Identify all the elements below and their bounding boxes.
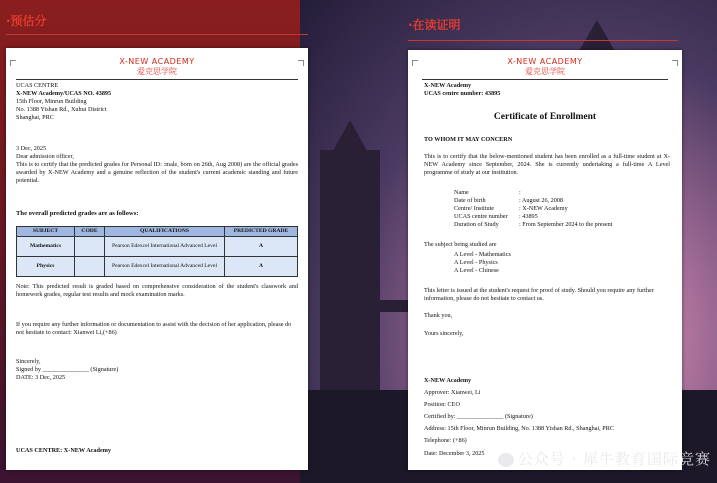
academy-name: X-NEW ACADEMY xyxy=(507,57,583,66)
thanks: Thank you, xyxy=(424,312,453,319)
certify-paragraph: This is to certify that the predicted grades for Personal ID: :male, born on 26th, Aug 2008) are the official grades awarded by X-NEW Academy and a genuine reflection of the student's current academic standing and future potential. xyxy=(16,161,298,185)
address-line-2: No. 1388 Yishan Rd., Xuhui District xyxy=(16,106,107,114)
telephone: Telephone: (+86) xyxy=(424,437,467,445)
list-item: A Level - Mathematics xyxy=(454,251,511,258)
address-line-1: 15th Floor, Minrun Building xyxy=(16,98,87,106)
wechat-icon xyxy=(498,453,514,467)
table-cell: A xyxy=(225,237,298,257)
table-header: SUBJECT xyxy=(17,227,75,237)
field-label: Duration of Study xyxy=(454,221,499,229)
academy-name-cn: 爱克思学院 xyxy=(137,67,177,76)
field-label: Centre/ Institute xyxy=(454,205,495,213)
field-value: : August 26, 2008 xyxy=(519,197,564,205)
centre-line: X-NEW Academy/UCAS NO. 43895 xyxy=(16,90,112,98)
field-value: : xyxy=(519,189,521,196)
certified-by: Certified by: _______________ (Signature) xyxy=(424,413,533,421)
sincerely: Sincerely, xyxy=(16,358,41,365)
address-line-3: Shanghai, PRC xyxy=(16,114,54,122)
right-section-rule xyxy=(408,40,678,41)
table-cell: A xyxy=(225,257,298,277)
subjects-intro: The subject being studied are xyxy=(424,241,497,248)
table-row xyxy=(17,237,298,257)
enrollment-certificate xyxy=(408,50,682,470)
approver: Approver: Xianwei, Li xyxy=(424,389,481,397)
field-value: : 43895 xyxy=(519,213,538,221)
contact-paragraph: If you require any further information or documentation to assist with the decision of her application, please do not hesitate to contact: Xianwei Li,(+86) xyxy=(16,321,292,337)
field-value: : From September 2024 to the present xyxy=(519,221,613,229)
org-line: X-NEW Academy xyxy=(424,82,472,89)
letter-date: 3 Dec, 2025 xyxy=(16,145,47,152)
left-section-rule xyxy=(6,34,308,35)
predicted-grades-letter xyxy=(6,48,308,470)
centre-title: UCAS CENTRE xyxy=(16,82,59,89)
table-cell xyxy=(75,237,105,257)
table-cell: Mathematics xyxy=(17,237,75,257)
request-paragraph: This letter is issued at the student's request for proof of study. Should you require any further information, please do not hesitate to contact us. xyxy=(424,287,654,303)
certificate-title: Certificate of Enrollment xyxy=(493,112,597,122)
table-header: PREDICTED GRADE xyxy=(225,227,298,237)
table-cell: Pearson Edexcel International Advanced Level xyxy=(105,237,225,257)
position: Position: CEO xyxy=(424,401,460,409)
field-label: Date of birth xyxy=(454,197,486,205)
field-value: : X-NEW Academy xyxy=(519,205,568,213)
list-item: A Level - Physics xyxy=(454,259,498,267)
signature-org: X-NEW Academy xyxy=(424,377,472,384)
table-row xyxy=(17,257,298,277)
subjects-list xyxy=(454,251,511,275)
yours-sincerely: Yours sincerely, xyxy=(424,330,464,337)
table-cell: Physics xyxy=(17,257,75,277)
list-item: A Level - Chinese xyxy=(454,267,499,275)
date-line: DATE: 3 Dec, 2025 xyxy=(16,374,66,382)
watermark-text: 公众号 · 犀牛教育国际竞赛 xyxy=(517,450,711,468)
salutation: Dear admission officer, xyxy=(16,153,74,161)
table-cell xyxy=(75,257,105,277)
table-cell: Pearson Edexcel International Advanced Level xyxy=(105,257,225,277)
left-section-title: ·预估分 xyxy=(6,14,47,28)
table-header: CODE xyxy=(75,227,105,237)
academy-name-cn: 爱克思学院 xyxy=(525,67,565,76)
academy-name: X-NEW ACADEMY xyxy=(119,57,195,66)
to-whom: TO WHOM IT MAY CONCERN xyxy=(424,136,513,143)
footer-centre: UCAS CENTRE: X-NEW Academy xyxy=(16,447,111,454)
field-label: UCAS centre number xyxy=(454,213,508,221)
signed-by: Signed by _______________ (Signature) xyxy=(16,366,119,374)
table-header: QUALIFICATIONS xyxy=(105,227,225,237)
grades-table xyxy=(16,226,298,277)
right-section-title: ·在读证明 xyxy=(408,18,461,32)
field-label: Name xyxy=(454,189,469,196)
note-paragraph: Note: This predicted result is graded based on comprehensive consideration of the student's classwork and homework grades, regular test results and mock examination marks. xyxy=(16,283,298,299)
student-fields xyxy=(454,189,674,229)
address: Address: 15th Floor, Minrun Building, No. 1388 Yishan Rd., Shanghai, PRC xyxy=(424,425,614,433)
grades-heading: The overall predicted grades are as follows: xyxy=(16,210,139,217)
date: Date: December 3, 2025 xyxy=(424,449,485,457)
watermark xyxy=(498,448,711,469)
enrollment-paragraph: This is to certify that the below-mentioned student has been enrolled as a full-time student at X-NEW Academy since September, 2024. She is currently undertaking a full-time A Level programme of study at our institution. xyxy=(424,153,670,177)
ucas-line: UCAS centre number: 43895 xyxy=(424,90,501,98)
